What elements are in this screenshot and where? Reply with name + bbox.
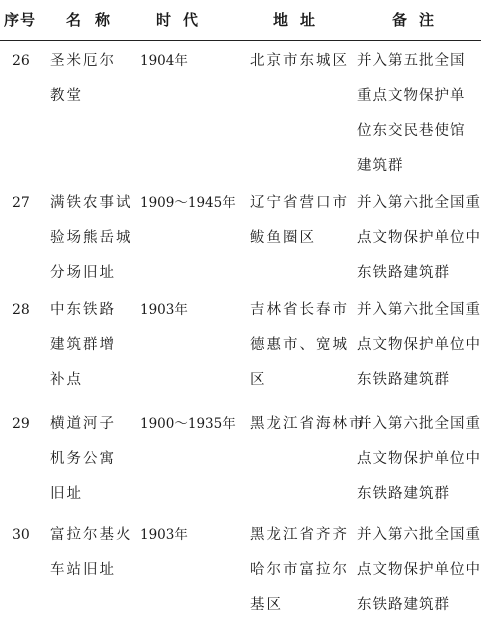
header-seq: 序号 <box>4 11 37 29</box>
cell-note-line: 建筑群 <box>357 158 404 174</box>
cell-name-line: 中东铁路 <box>50 302 116 318</box>
cell-era-line: 1900～1935年 <box>140 416 236 432</box>
cell-note-line: 点文物保护单位中 <box>357 337 481 353</box>
cell-location <box>250 44 349 79</box>
cell-note <box>357 407 481 512</box>
cell-name <box>50 407 116 512</box>
cell-seq <box>12 518 42 553</box>
header-era: 时代 <box>156 11 211 29</box>
cell-name-line: 车站旧址 <box>50 562 116 578</box>
cell-location <box>250 407 366 442</box>
cell-location-line: 黑龙江省齐齐 <box>250 527 349 543</box>
cell-note-line: 重点文物保护单 <box>357 88 466 104</box>
cell-location-line: 德惠市、宽城 <box>250 337 349 353</box>
cell-era <box>140 44 188 79</box>
header-location: 地址 <box>273 11 328 29</box>
cell-name-line: 教堂 <box>50 88 83 104</box>
cell-note <box>357 293 481 398</box>
cell-name-line: 验场熊岳城 <box>50 230 133 246</box>
cell-note-line: 并入第五批全国 <box>357 53 466 69</box>
cell-note-line: 位东交民巷使馆 <box>357 123 466 139</box>
cell-seq <box>12 407 42 442</box>
cell-note-line: 东铁路建筑群 <box>357 372 450 388</box>
cell-name <box>50 293 116 398</box>
cell-location-line: 基区 <box>250 597 283 613</box>
cell-seq-line: 30 <box>12 527 30 543</box>
cell-seq-line: 27 <box>12 195 30 211</box>
cell-note <box>357 518 481 623</box>
cell-name-line: 补点 <box>50 372 83 388</box>
cell-note-line: 东铁路建筑群 <box>357 265 450 281</box>
cell-note-line: 点文物保护单位中 <box>357 230 481 246</box>
cell-note-line: 并入第六批全国重 <box>357 302 481 318</box>
cell-era-line: 1903年 <box>140 302 188 318</box>
cell-note <box>357 186 481 291</box>
cell-location <box>250 293 349 398</box>
cell-location-line: 区 <box>250 372 267 388</box>
cell-location <box>250 186 349 256</box>
cell-name <box>50 186 133 291</box>
cell-note-line: 并入第六批全国重 <box>357 195 481 211</box>
cell-name-line: 建筑群增 <box>50 337 116 353</box>
cell-name-line: 圣米厄尔 <box>50 53 116 69</box>
cell-note <box>357 44 466 184</box>
cell-note-line: 并入第六批全国重 <box>357 416 481 432</box>
cell-era <box>140 293 188 328</box>
cell-era <box>140 186 236 221</box>
cell-era-line: 1904年 <box>140 53 188 69</box>
cell-name-line: 旧址 <box>50 486 83 502</box>
cell-note-line: 东铁路建筑群 <box>357 486 450 502</box>
cell-note-line: 点文物保护单位中 <box>357 562 481 578</box>
cell-location-line: 吉林省长春市 <box>250 302 349 318</box>
cell-name-line: 满铁农事试 <box>50 195 133 211</box>
cell-location-line: 鲅鱼圈区 <box>250 230 316 246</box>
cell-location-line: 辽宁省营口市 <box>250 195 349 211</box>
cell-seq <box>12 186 42 221</box>
cell-location-line: 北京市东城区 <box>250 53 349 69</box>
cell-era <box>140 407 236 442</box>
cell-name-line: 分场旧址 <box>50 265 116 281</box>
cell-name-line: 富拉尔基火 <box>50 527 133 543</box>
cell-era-line: 1903年 <box>140 527 188 543</box>
cell-name <box>50 518 133 588</box>
cell-seq-line: 28 <box>12 302 30 318</box>
cell-note-line: 并入第六批全国重 <box>357 527 481 543</box>
cell-location-line: 哈尔市富拉尔 <box>250 562 349 578</box>
cell-seq <box>12 44 42 79</box>
cell-location-line: 黑龙江省海林市 <box>250 416 366 432</box>
cell-era-line: 1909～1945年 <box>140 195 236 211</box>
cell-name <box>50 44 116 114</box>
cell-note-line: 点文物保护单位中 <box>357 451 481 467</box>
cell-name-line: 横道河子 <box>50 416 116 432</box>
cell-seq <box>12 293 42 328</box>
header-note: 备注 <box>392 11 447 29</box>
cell-seq-line: 29 <box>12 416 30 432</box>
cell-name-line: 机务公寓 <box>50 451 116 467</box>
cell-note-line: 东铁路建筑群 <box>357 597 450 613</box>
cell-era <box>140 518 188 553</box>
header-name: 名称 <box>66 11 125 29</box>
cell-location <box>250 518 349 623</box>
cell-seq-line: 26 <box>12 53 30 69</box>
